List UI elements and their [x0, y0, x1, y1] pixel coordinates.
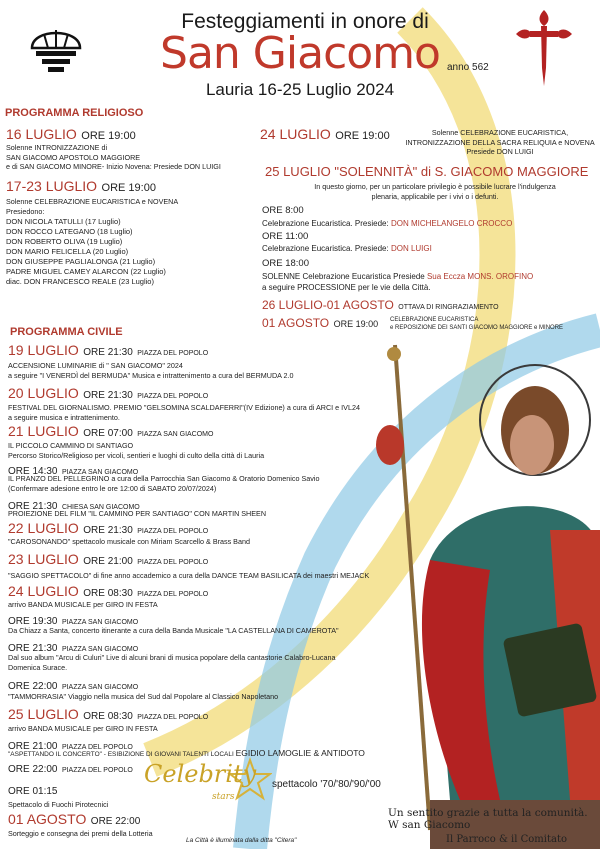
rel-25-c1: Celebrazione Eucaristica. Presiede:	[262, 219, 391, 228]
civ-25-place2: PIAZZA DEL POPOLO	[61, 744, 133, 751]
civ-25-l1: arrivo BANDA MUSICALE per GIRO IN FESTA	[8, 724, 158, 733]
rel-26-day: 26 LUGLIO-01 AGOSTO	[262, 298, 394, 312]
civ-23-heading	[8, 551, 208, 569]
rel-25-intro	[270, 182, 600, 201]
civ-22-l1: "CAROSONANDO" spettacolo musicale con Miriam Scarcello & Brass Band	[8, 537, 250, 546]
civ-19-text	[8, 361, 294, 380]
civ-24-l3: Dal suo album "Arcu di Culuri" Live di alcuni brani di musica popolare della cantastorie Calabro-Lucana	[8, 653, 336, 662]
civ-25-l2b: EGIDIO LAMOGLIE & ANTIDOTO	[235, 748, 365, 758]
civ-20-text	[8, 403, 360, 422]
rel-17-text	[6, 197, 178, 216]
civ-21-place2: PIAZZA SAN GIACOMO	[61, 469, 139, 476]
rel-26-note: OTTAVA DI RINGRAZIAMENTO	[398, 304, 499, 311]
section-title-religioso: PROGRAMMA RELIGIOSO	[5, 107, 144, 119]
civ-01-heading	[8, 811, 140, 829]
civ-24-place2: PIAZZA SAN GIACOMO	[61, 619, 139, 626]
civ-21-text2	[8, 474, 319, 493]
footer-signature: Il Parroco & il Comitato	[446, 834, 567, 845]
rel-16-text	[6, 143, 221, 172]
civ-25-spettacolo: spettacolo '70/'80/'90/'00	[272, 779, 381, 790]
civ-24-day: 24 LUGLIO	[8, 583, 79, 599]
civ-21-text	[8, 441, 264, 460]
civ-22-heading	[8, 520, 208, 538]
shell-logo-icon	[26, 18, 86, 78]
rel-25-time2: ORE 11:00	[262, 231, 309, 242]
civ-20-day: 20 LUGLIO	[8, 385, 79, 401]
civ-24-l4: Domenica Surace.	[8, 662, 68, 672]
priest-item: PADRE MIGUEL CAMEY ALARCON (22 Luglio)	[6, 267, 166, 276]
celebrity-word: Celebrity	[144, 760, 257, 788]
civ-25-heading	[8, 706, 208, 724]
civ-23-l1: "SAGGIO SPETTACOLO" di fine anno accademico a cura della DANCE TEAM BASILICATA dei maestri MEJACK	[8, 571, 370, 580]
rel-24-l1: Solenne CELEBRAZIONE EUCARISTICA,	[431, 128, 569, 137]
civ-20-heading	[8, 385, 208, 403]
rel-25-p3: Sua Eccza MONS. OROFINO	[426, 272, 534, 281]
footer-g2: W san Giacomo	[388, 819, 471, 831]
civ-21-time2: ORE 14:30	[8, 466, 58, 477]
civ-19-time: ORE 21:30	[83, 347, 133, 358]
rel-16-l3: e di SAN GIACOMO MINORE- Inizio Novena: Presiede DON LUIGI	[6, 162, 221, 171]
rel-25-c3-line	[262, 272, 533, 281]
header-line1: Festeggiamenti in onore di	[181, 10, 429, 33]
rel-01-time: ORE 19:00	[333, 319, 379, 329]
section-title-civile: PROGRAMMA CIVILE	[10, 326, 123, 338]
civ-01-time: ORE 22:00	[90, 816, 141, 827]
civ-24-place3: PIAZZA SAN GIACOMO	[61, 646, 139, 653]
santiago-cross-icon	[514, 8, 574, 88]
rel-25-heading: 25 LUGLIO "SOLENNITÀ" di S. GIACOMO MAGGIORE	[265, 164, 589, 179]
civ-21-heading	[8, 423, 213, 441]
civ-24-l5: "TAMMORRASIA" Viaggio nella musica del Sud dal Popolare al Classico Napoletano	[8, 692, 279, 701]
civ-19-l2: a seguire "I VENERDÌ del BERMUDA" Musica e intrattenimento a cura del BERMUDA 2.0	[8, 370, 294, 380]
civ-21-time3: ORE 21:30	[8, 501, 58, 512]
civ-25-l4: Spettacolo di Fuochi Pirotecnici	[8, 800, 109, 809]
civ-24-place: PIAZZA DEL POPOLO	[137, 591, 209, 598]
rel-25-c3: SOLENNE Celebrazione Eucaristica Presiede	[262, 272, 427, 281]
rel-25-time3: ORE 18:00	[262, 258, 309, 269]
rel-24-heading	[260, 126, 390, 144]
rel-25-c2-line	[262, 244, 432, 253]
civ-25-sub3	[8, 759, 133, 777]
civ-24-place4: PIAZZA SAN GIACOMO	[61, 684, 139, 691]
priest-item: DON ROCCO LATEGANO (18 Luglio)	[6, 227, 133, 236]
rel-24-l3: Presiede DON LUIGI	[466, 147, 534, 156]
priest-item: DON GIUSEPPE PAGLIALONGA (21 Luglio)	[6, 257, 156, 266]
rel-25-p1: DON MICHELANGELO CROCCO	[390, 219, 513, 228]
saint-statue-image	[370, 330, 600, 849]
civ-23-day: 23 LUGLIO	[8, 551, 79, 567]
footer-g1: Un sentito grazie a tutta la comunità.	[388, 807, 588, 819]
civ-24-heading	[8, 583, 208, 601]
civ-19-day: 19 LUGLIO	[8, 342, 79, 358]
rel-25-p2: DON LUIGI	[390, 244, 432, 253]
civ-24-time4: ORE 22:00	[8, 681, 58, 692]
civ-25-time3: ORE 22:00	[8, 764, 58, 775]
civ-25-l2a: "ASPETTANDO IL CONCERTO" - ESIBIZIONE DI GIOVANI TALENTI LOCALI	[8, 751, 236, 758]
civ-22-day: 22 LUGLIO	[8, 520, 79, 536]
civ-25-time: ORE 08:30	[83, 711, 133, 722]
civ-21-l4: (Confermare adesione entro le ore 12:00 di SABATO 20/07/2024)	[8, 483, 217, 493]
civ-22-time: ORE 21:30	[83, 525, 133, 536]
priest-item: DON ROBERTO OLIVA (19 Luglio)	[6, 237, 123, 246]
civ-01-l1: Sorteggio e consegna dei premi della Lotteria	[8, 829, 153, 838]
rel-25-c4: a seguire PROCESSIONE per le vie della Città.	[262, 283, 431, 292]
civ-23-time: ORE 21:00	[83, 556, 133, 567]
civ-20-l1: FESTIVAL DEL GIORNALISMO. PREMIO "GELSOMINA SCALDAFERRI"(IV Edizione) a cura di ARCI e IVL24	[8, 403, 360, 412]
rel-24-time: ORE 19:00	[335, 130, 390, 142]
civ-25-time4: ORE 01:15	[8, 786, 58, 797]
priest-item: DON NICOLA TATULLI (17 Luglio)	[6, 217, 121, 226]
rel-01-l1: CELEBRAZIONE EUCARISTICA	[390, 317, 479, 323]
civ-24-time: ORE 08:30	[83, 588, 133, 599]
priest-item: DON MARIO FELICELLA (20 Luglio)	[6, 247, 129, 256]
civ-25-place: PIAZZA DEL POPOLO	[137, 714, 209, 721]
civ-23-place: PIAZZA DEL POPOLO	[137, 559, 209, 566]
civ-21-place: PIAZZA SAN GIACOMO	[137, 431, 214, 438]
rel-25-l1: In questo giorno, per un particolare privilegio è possibile lucrare l'indulgenza	[314, 182, 556, 191]
civ-24-time2: ORE 19:30	[8, 616, 58, 627]
rel-16-time: ORE 19:00	[81, 130, 136, 142]
rel-25-time1: ORE 8:00	[262, 205, 304, 216]
rel-26-heading	[262, 296, 499, 314]
rel-17-time: ORE 19:00	[101, 182, 156, 194]
header-dates: Lauria 16-25 Luglio 2024	[205, 80, 395, 99]
footer-illuminata: La Città è illuminata dalla ditta "Citera"	[186, 837, 297, 844]
civ-21-l3: IL PRANZO DEL PELLEGRINO a cura della Parrocchia San Giacomo & Oratorio Domenico Savio	[8, 474, 320, 483]
rel-24-day: 24 LUGLIO	[260, 126, 331, 142]
header-title: San Giacomo	[160, 28, 440, 79]
civ-25-day: 25 LUGLIO	[8, 706, 79, 722]
civ-01-day: 01 AGOSTO	[8, 811, 87, 827]
rel-01-l2: e REPOSIZIONE DEI SANTI GIACOMO MAGGIORE e MINORE	[390, 325, 564, 331]
civ-21-l1: IL PICCOLO CAMMINO DI SANTIAGO	[8, 441, 134, 450]
rel-16-l2: SAN GIACOMO APOSTOLO MAGGIORE	[6, 152, 141, 162]
rel-16-heading	[6, 126, 136, 144]
civ-21-place3: CHIESA SAN GIACOMO	[61, 504, 140, 511]
civ-22-place: PIAZZA DEL POPOLO	[137, 528, 209, 535]
civ-24-time3: ORE 21:30	[8, 643, 58, 654]
civ-19-l1: ACCENSIONE LUMINARIE di " SAN GIACOMO" 2024	[8, 361, 183, 370]
civ-21-l2: Percorso Storico/Religioso per vicoli, sentieri e luoghi di culto della città di Lauria	[8, 450, 265, 460]
rel-17-day: 17-23 LUGLIO	[6, 178, 98, 194]
rel-01-heading	[262, 314, 378, 332]
priest-item: diac. DON FRANCESCO REALE (23 Luglio)	[6, 277, 154, 286]
rel-24-text	[400, 128, 600, 157]
rel-17-l2: Presiedono:	[6, 206, 45, 216]
civ-25-place3: PIAZZA DEL POPOLO	[61, 767, 133, 774]
rel-17-l1: Solenne CELEBRAZIONE EUCARISTICA e NOVENA	[6, 197, 179, 206]
civ-21-time: ORE 07:00	[83, 428, 133, 439]
celebrity-stars-logo	[142, 756, 272, 808]
civ-19-heading	[8, 342, 208, 360]
civ-20-place: PIAZZA DEL POPOLO	[137, 393, 209, 400]
civ-21-l5: PROIEZIONE DEL FILM "IL CAMMINO PER SANTIAGO" CON MARTIN SHEEN	[8, 509, 267, 518]
civ-24-l2: Da Chiazz a Santa, concerto itinerante a cura della Banda Musicale "LA CASTELLANA DI CAMEROTA"	[8, 626, 339, 635]
stars-word: stars	[212, 792, 235, 802]
civ-24-text3	[8, 653, 336, 672]
civ-24-l1: arrivo BANDA MUSICALE per GIRO IN FESTA	[8, 600, 158, 609]
rel-25-l2: plenaria, applicabile per i vivi o i defunti.	[371, 191, 499, 201]
rel-01-day: 01 AGOSTO	[262, 316, 330, 330]
civ-25-time2: ORE 21:00	[8, 741, 58, 752]
header-anno: anno 562	[447, 62, 489, 73]
civ-19-place: PIAZZA DEL POPOLO	[137, 350, 209, 357]
rel-24-l2: INTRONIZZAZIONE DELLA SACRA RELIQUIA e NOVENA	[405, 137, 595, 147]
rel-25-c1-line	[262, 219, 512, 228]
footer-thanks	[388, 807, 588, 831]
rel-17-priests-list	[6, 217, 166, 287]
civ-21-day: 21 LUGLIO	[8, 423, 79, 439]
rel-16-day: 16 LUGLIO	[6, 126, 77, 142]
rel-01-text	[390, 316, 563, 332]
rel-17-heading	[6, 178, 156, 196]
rel-16-l1: Solenne INTRONIZZAZIONE di	[6, 143, 108, 152]
civ-20-time: ORE 21:30	[83, 390, 133, 401]
rel-25-c2: Celebrazione Eucaristica. Presiede:	[262, 244, 391, 253]
civ-20-l2: a seguire musica e intrattenimento.	[8, 412, 120, 422]
